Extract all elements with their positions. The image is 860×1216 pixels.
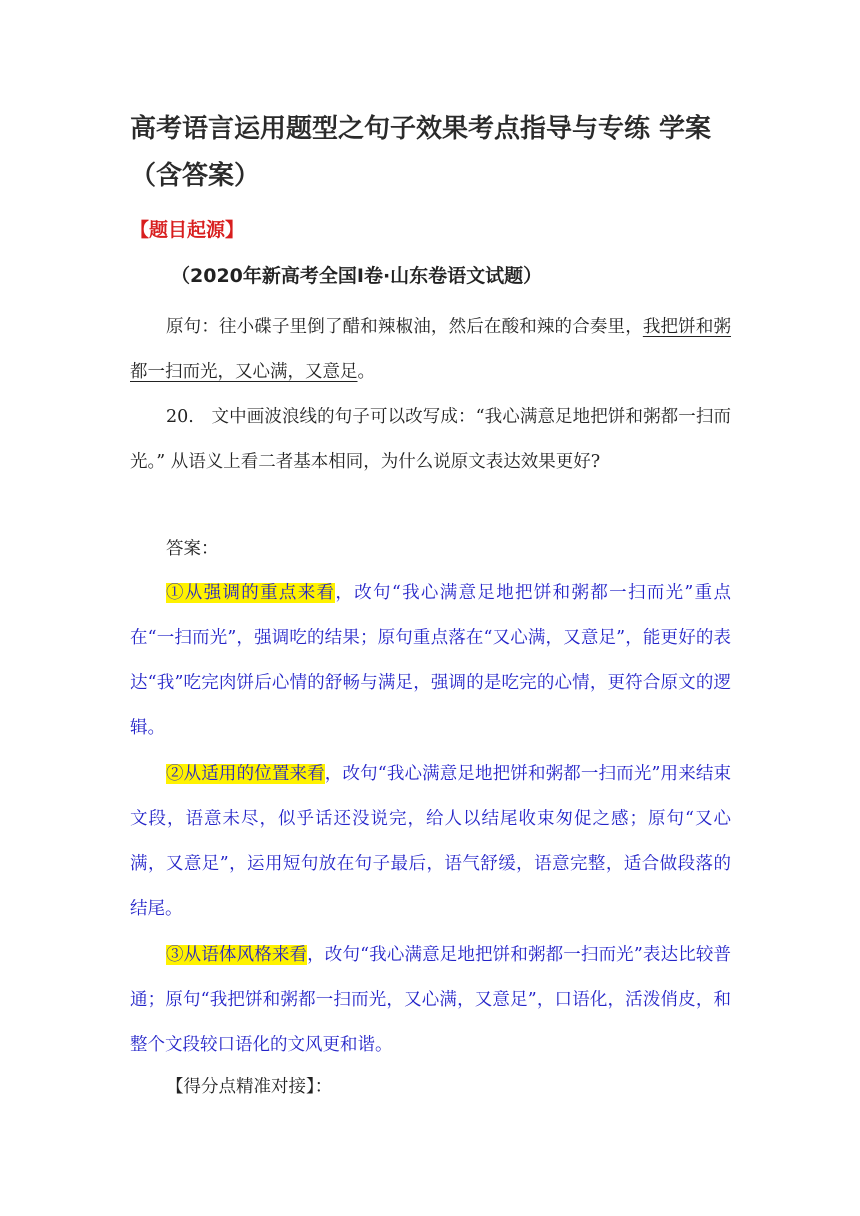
original-suffix: 。	[357, 362, 375, 382]
answer-item-2	[130, 752, 731, 932]
answer-1-highlight: ①从强调的重点来看	[166, 583, 336, 603]
answer-item-1	[130, 571, 731, 751]
answer-3-text: ，改句“我心满意足地把饼和粥都一扫而光”表达比较普通；原句“我把饼和粥都一扫而光，又心满，又意足”，口语化，活泼俏皮，和整个文段较口语化的文风更和谐。	[130, 945, 731, 1055]
original-prefix: 原句：往小碟子里倒了醋和辣椒油，然后在酸和辣的合奏里，	[166, 317, 643, 337]
original-sentence	[130, 305, 731, 395]
answer-item-3	[130, 933, 731, 1068]
exam-source: （2020年新高考全国Ⅰ卷·山东卷语文试题）	[171, 265, 543, 287]
original-underlined: 我把饼和粥都一扫而光，又心满，又意足	[130, 317, 732, 382]
answer-label: 答案：	[166, 539, 219, 559]
score-heading: 【得分点精准对接】：	[166, 1077, 333, 1097]
answer-1-text: ，改句“我心满意足地把饼和粥都一扫而光”重点在“一扫而光”，强调吃的结果；原句重点落在“又心满，又意足”，能更好的表达“我”吃完肉饼后心情的舒畅与满足，强调的是吃完的心情，更符合原文的逻辑。	[130, 583, 731, 738]
question-text: 20. 文中画波浪线的句子可以改写成：“我心满意足地把饼和粥都一扫而光。” 从语义上看二者基本相同，为什么说原文表达效果更好?	[130, 407, 731, 472]
answer-3-highlight: ③从语体风格来看	[166, 945, 308, 965]
answer-2-text: ，改句“我心满意足地把饼和粥都一扫而光”用来结束文段，语意未尽，似乎话还没说完，给人以结尾收束匆促之感；原句“又心满，又意足”，运用短句放在句子最后，语气舒缓，语意完整，适合做段落的结尾。	[130, 764, 731, 919]
answer-2-highlight: ②从适用的位置来看	[166, 764, 325, 784]
page-title: 高考语言运用题型之句子效果考点指导与专练 学案（含答案）	[130, 114, 712, 191]
section-tag: 【题目起源】	[130, 219, 245, 241]
